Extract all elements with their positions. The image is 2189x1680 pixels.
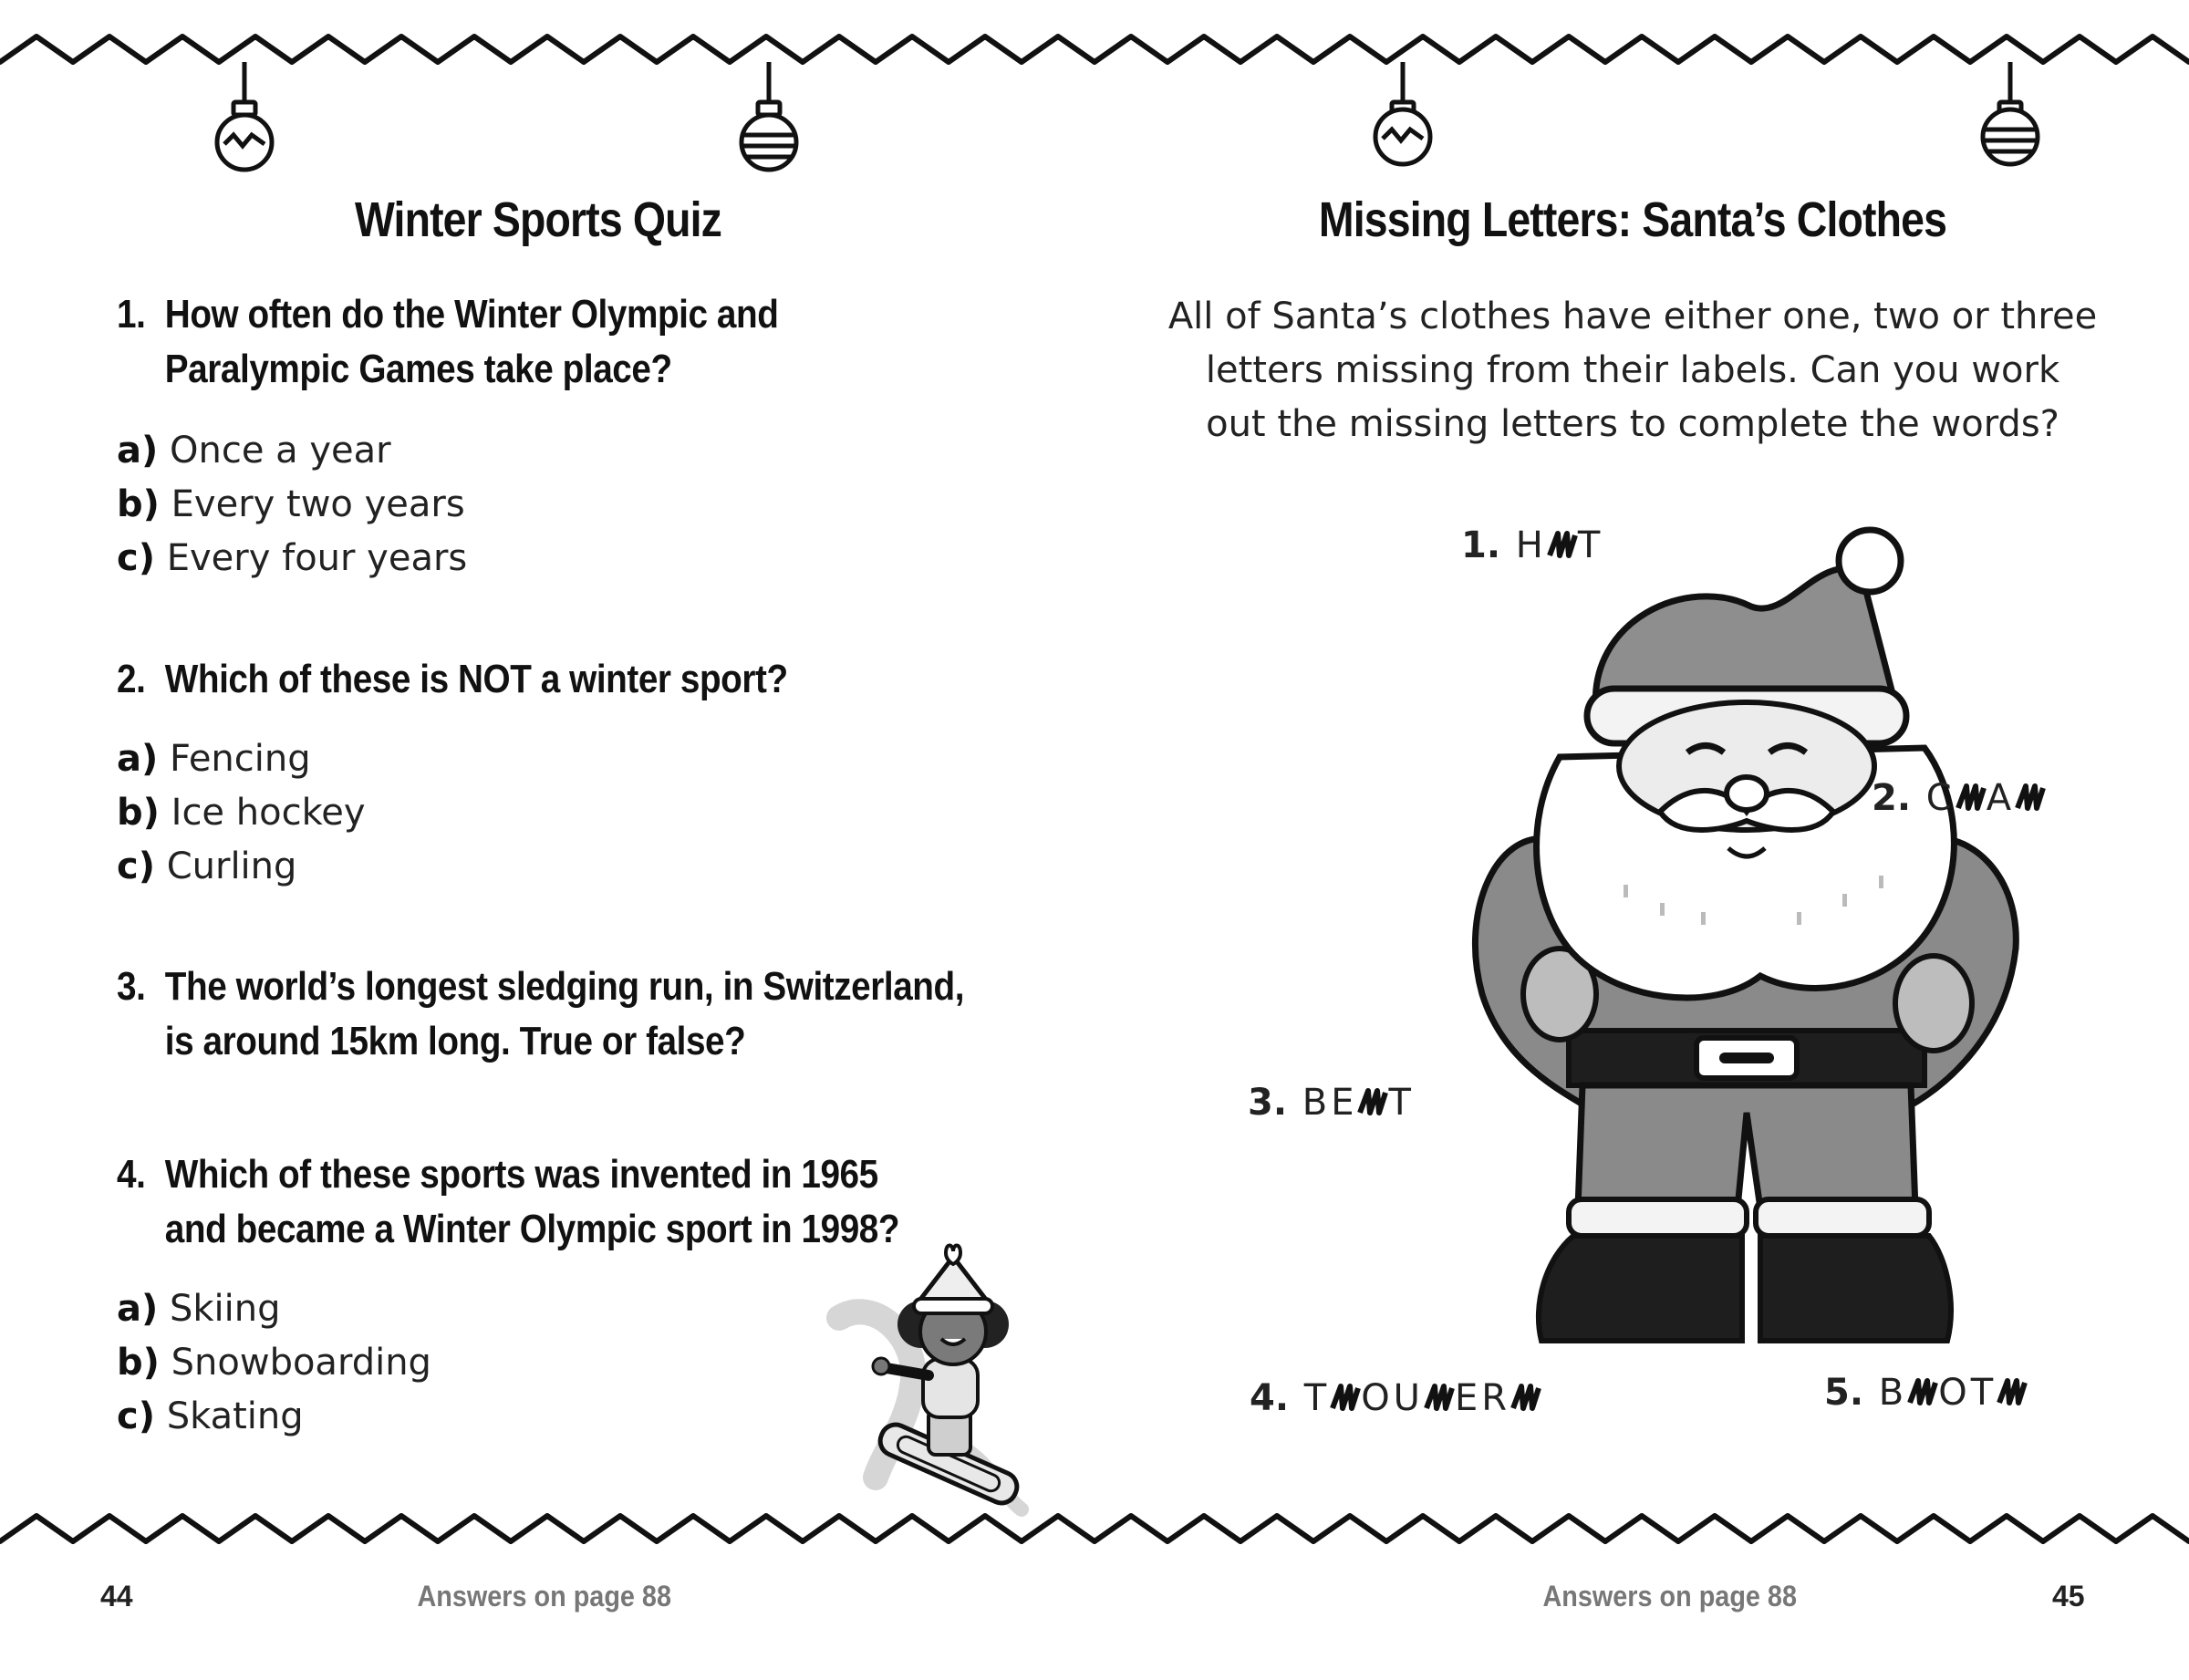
question-text-line: How often do the Winter Olympic and — [164, 292, 779, 337]
option-letter: c) — [117, 537, 155, 579]
option-text: Skiing — [170, 1288, 281, 1330]
instructions-line: All of Santa’s clothes have either one, two or three — [1167, 296, 2098, 337]
label-number: 4. — [1250, 1377, 1290, 1419]
clothing-label-hat — [1461, 524, 1603, 566]
label-number: 5. — [1824, 1372, 1864, 1414]
question-4 — [117, 1147, 899, 1257]
label-letters: H — [1515, 524, 1547, 566]
question-text-line: Which of these is NOT a winter sport? — [164, 657, 788, 701]
scribble-icon — [1547, 530, 1578, 561]
scribble-icon — [1997, 1377, 2028, 1408]
scribble-icon — [1907, 1377, 1938, 1408]
instructions-line: letters missing from their labels. Can you work — [1205, 349, 2060, 391]
label-letters: OU — [1361, 1377, 1424, 1419]
question-number: 4. — [117, 1152, 146, 1197]
label-letters: B — [1878, 1372, 1908, 1414]
label-number: 3. — [1248, 1082, 1288, 1124]
option-text: Every two years — [171, 483, 465, 525]
santa-illustration — [1386, 520, 2116, 1359]
option-text: Snowboarding — [171, 1342, 431, 1384]
label-letters: ER — [1454, 1377, 1511, 1419]
option-text: Once a year — [170, 430, 391, 472]
question-text-line: Which of these sports was invented in 1965 — [164, 1152, 878, 1197]
option — [117, 1390, 304, 1444]
option-letter: b) — [117, 483, 160, 525]
label-number: 2. — [1872, 777, 1912, 819]
scribble-icon — [1357, 1087, 1388, 1118]
option — [117, 732, 311, 786]
label-letters: T — [1577, 524, 1604, 566]
snowboarder-illustration — [821, 1240, 1076, 1523]
label-letters: T — [1303, 1377, 1331, 1419]
option — [117, 1336, 431, 1390]
instructions-line: out the missing letters to complete the words? — [1206, 403, 2059, 445]
option-letter: a) — [117, 738, 159, 780]
instructions — [1085, 290, 2180, 451]
scribble-icon — [1956, 783, 1987, 814]
option-letter: b) — [117, 792, 160, 834]
label-letters: OT — [1938, 1372, 1997, 1414]
question-number: 3. — [117, 964, 146, 1009]
option-letter: a) — [117, 1288, 159, 1330]
scribble-icon — [1424, 1383, 1455, 1414]
question-2 — [117, 652, 788, 707]
option — [117, 424, 391, 478]
clothing-label-trousers — [1250, 1377, 1541, 1419]
page-number: 45 — [2052, 1580, 2085, 1613]
option-text: Curling — [166, 845, 297, 887]
option-text: Every four years — [166, 537, 468, 579]
scribble-icon — [1510, 1383, 1541, 1414]
option — [117, 532, 467, 586]
right-page — [1094, 0, 2189, 1680]
option-text: Fencing — [170, 738, 311, 780]
option — [117, 1282, 281, 1336]
question-3 — [117, 959, 964, 1069]
answers-note: Answers on page 88 — [417, 1580, 671, 1613]
label-letters: C — [1925, 777, 1956, 819]
question-text-line: is around 15km long. True or false? — [164, 1019, 746, 1063]
clothing-label-boots — [1824, 1372, 2028, 1414]
label-number: 1. — [1461, 524, 1501, 566]
label-letters: A — [1986, 777, 2016, 819]
option-letter: c) — [117, 845, 155, 887]
clothing-label-belt — [1248, 1082, 1415, 1124]
scribble-icon — [1330, 1383, 1361, 1414]
option — [117, 786, 366, 840]
page-number: 44 — [100, 1580, 133, 1613]
option-text: Skating — [166, 1395, 304, 1437]
question-text-line: and became a Winter Olympic sport in 1998? — [164, 1207, 900, 1251]
scribble-icon — [2015, 783, 2046, 814]
answers-note: Answers on page 88 — [1542, 1580, 1797, 1613]
option-letter: b) — [117, 1342, 160, 1384]
option-text: Ice hockey — [171, 792, 366, 834]
page-title: Missing Letters: Santa’s Clothes — [1318, 192, 1947, 247]
option-letter: a) — [117, 430, 159, 472]
question-number: 1. — [117, 292, 146, 337]
question-text-line: Paralympic Games take place? — [164, 347, 672, 391]
question-text-line: The world’s longest sledging run, in Switzerland, — [164, 964, 965, 1009]
question-1 — [117, 287, 778, 397]
clothing-label-coat — [1872, 777, 2046, 819]
option-letter: c) — [117, 1395, 155, 1437]
page-title: Winter Sports Quiz — [354, 192, 722, 247]
question-number: 2. — [117, 657, 146, 701]
option — [117, 478, 465, 532]
left-page — [0, 0, 1094, 1680]
label-letters: T — [1388, 1082, 1415, 1124]
option — [117, 840, 296, 894]
label-letters: BE — [1302, 1082, 1358, 1124]
